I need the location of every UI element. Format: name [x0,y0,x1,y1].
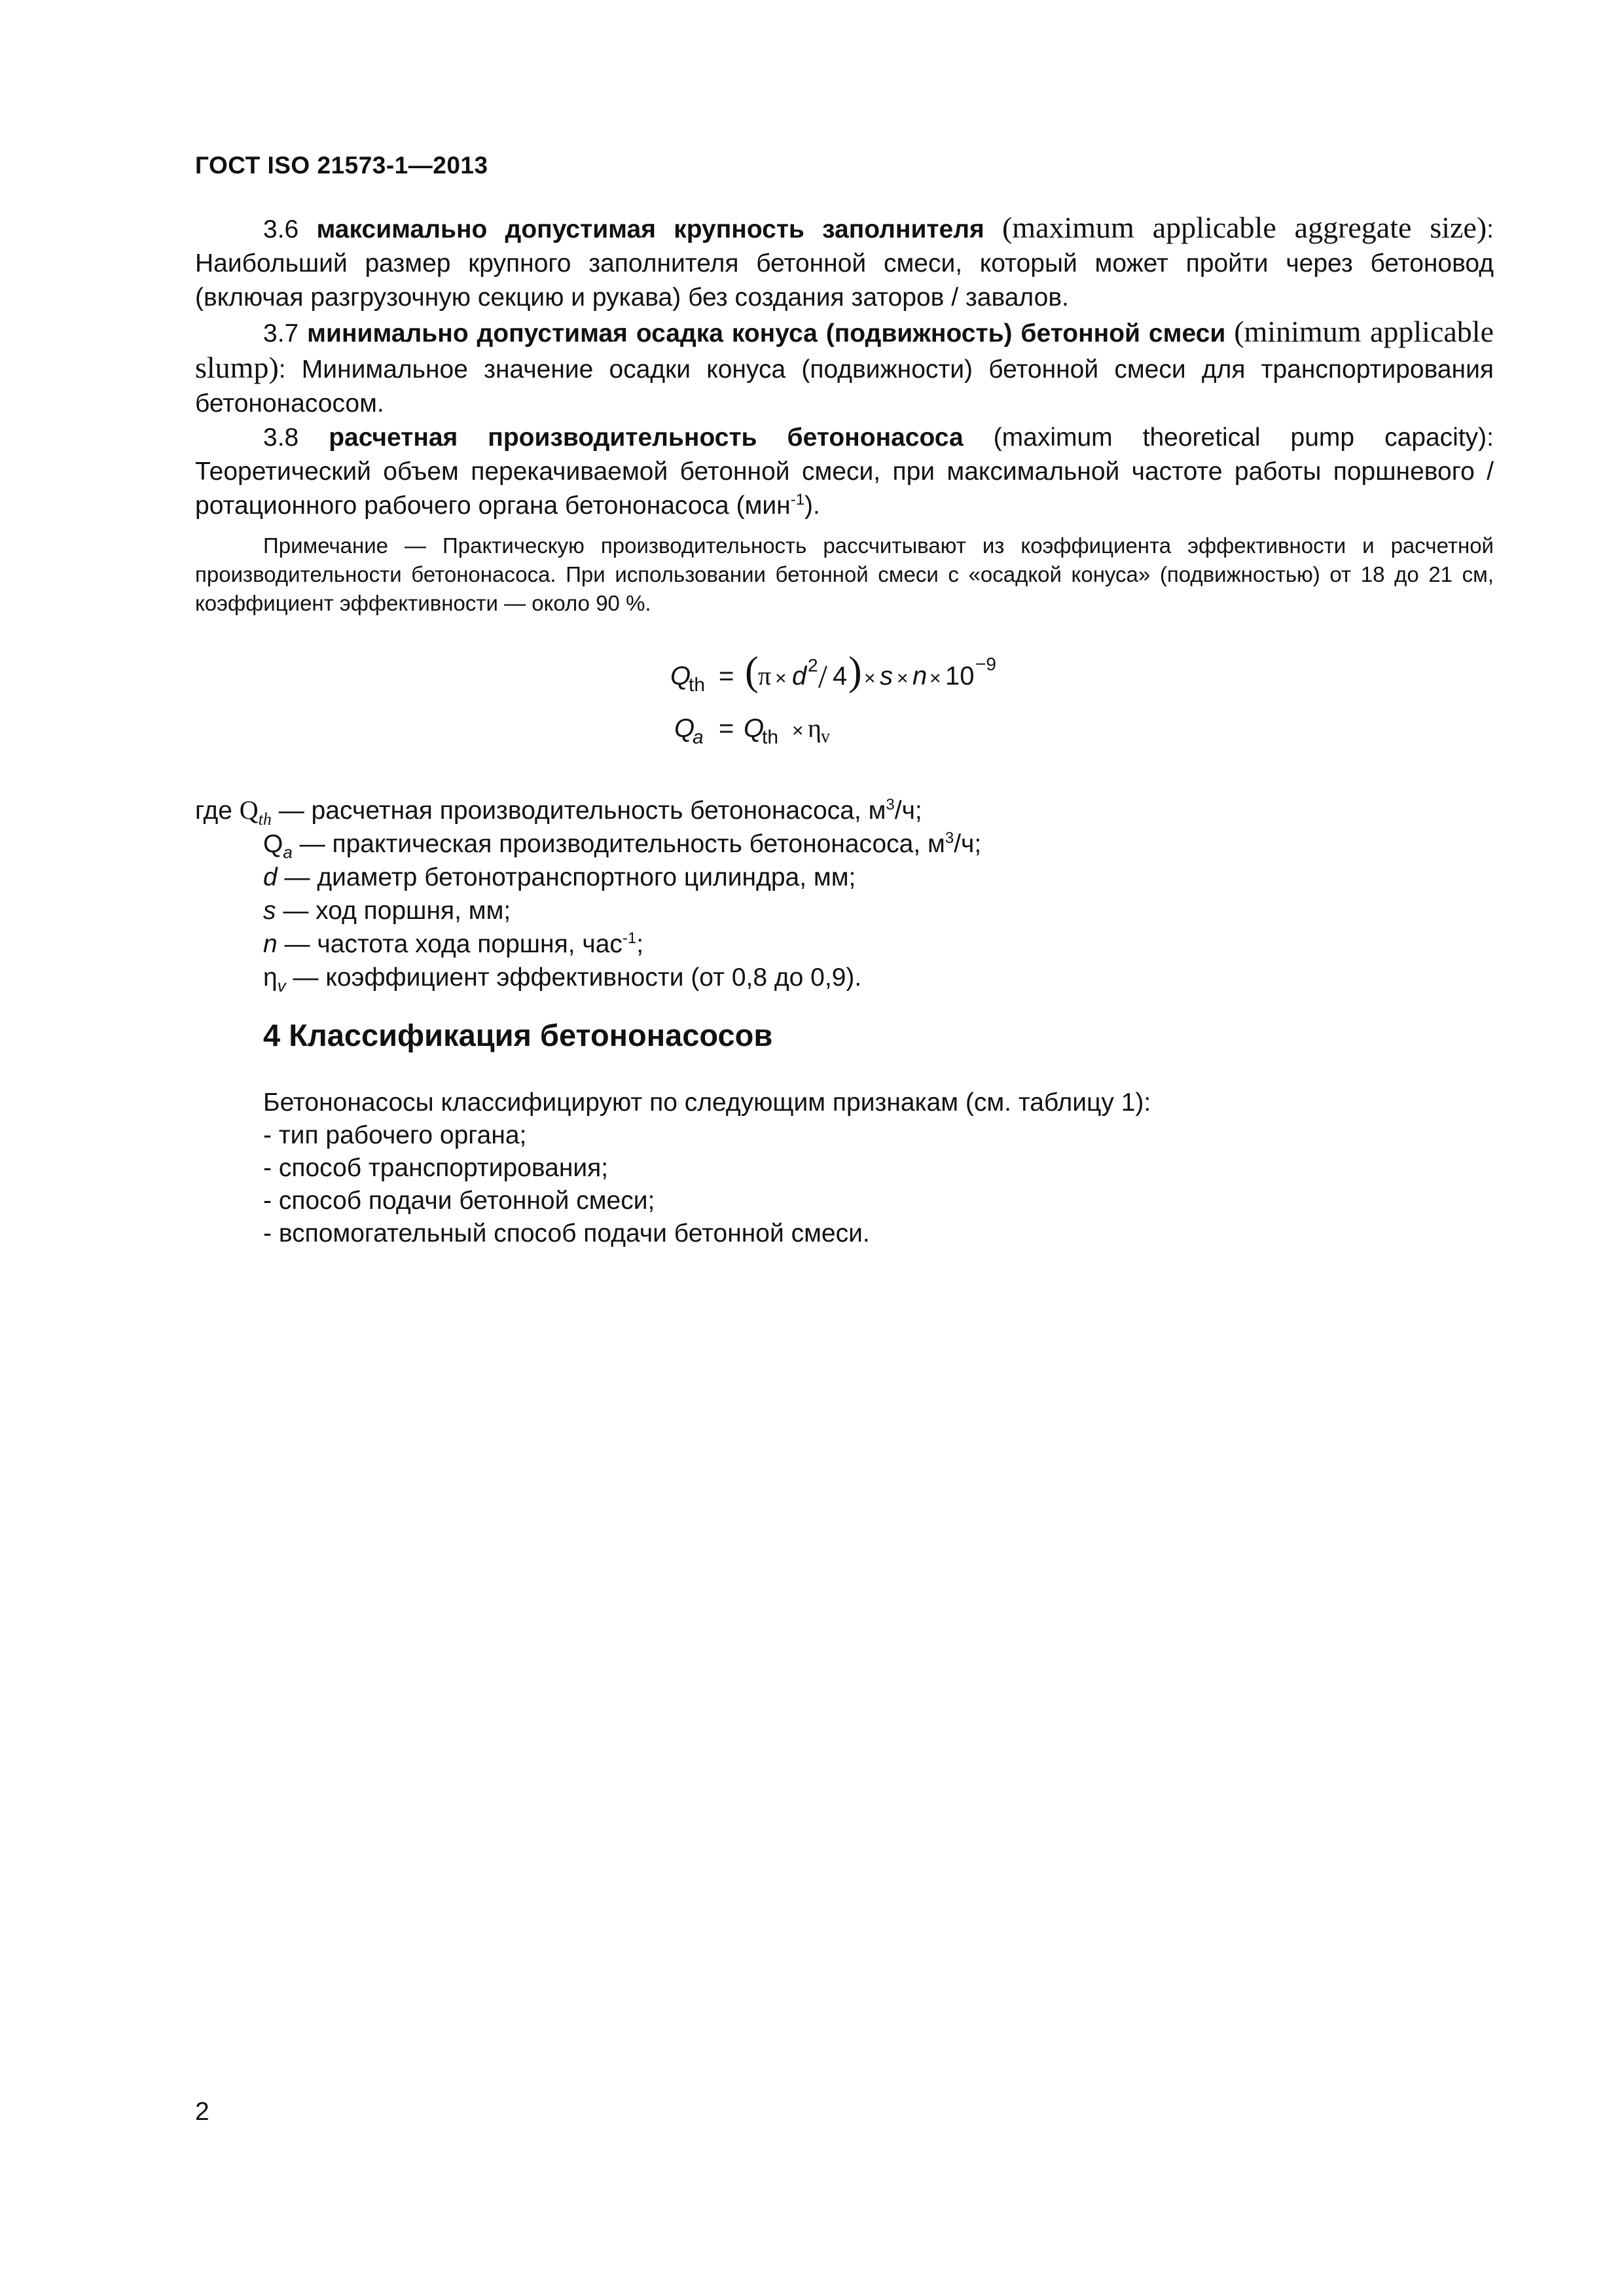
formula-exp: −9 [975,654,996,674]
formula-n: n [912,662,928,691]
legend-symbol: Q [239,795,259,825]
list-item: - способ подачи бетонной смеси; [263,1187,655,1215]
legend-row [195,927,1494,961]
page-number: 2 [195,2098,209,2126]
formula-eta: η [808,713,821,743]
legend-text-end: /ч; [954,830,982,858]
term-english: (minimum applicable slump) [195,315,1494,384]
legend-symbol: n [263,930,278,958]
term-title: расчетная производительность бетононасоса [329,423,964,452]
term-definition: : Наибольший размер крупного заполнителя бетонной смеси, который может пройти через бетоновод (включая разгрузочную секцию и рукава) без создания заторов / завалов. [195,215,1494,312]
formula-q: Q [744,714,765,743]
formula-times: × [929,668,941,689]
legend-text: — частота хода поршня, час [277,930,623,958]
legend-row [195,894,1494,927]
term-title: минимально допустимая осадка конуса (подвижность) бетонной смеси [307,319,1226,348]
legend-subscript: v [277,975,286,996]
formula-sub-v: v [821,726,830,747]
legend-row [195,961,1494,994]
legend-text: — расчетная производительность бетононасоса, м [271,797,886,825]
legend-row [195,793,1494,827]
term-3-7 [195,315,1494,421]
formula-four: 4 [833,662,848,691]
legend-symbol: η [263,963,278,992]
terms-section [195,211,1494,523]
superscript: -1 [790,491,805,509]
term-number: 3.6 [263,215,299,243]
legend-intro: где [195,797,232,825]
superscript: 3 [886,796,895,814]
formula-times: × [864,668,876,689]
formula-times: × [792,720,804,742]
term-title: максимально допустимая крупность заполнителя [316,215,984,243]
legend-text: — диаметр бетонотранспортного цилиндра, мм; [277,863,856,891]
legend-symbol: Q [263,830,283,858]
formula-pi: π [758,661,772,691]
formula-sub-th: th [762,726,779,748]
classification-list [263,1086,1494,1250]
legend-text-end: /ч; [894,797,922,825]
formula-q: Q [670,662,691,691]
term-definition: : Минимальное значение осадки конуса (подвижности) бетонной смеси для транспортирования бетононасосом. [195,355,1494,418]
legend-row [195,827,1494,861]
superscript: -1 [622,929,637,947]
legend-text: — коэффициент эффективности (от 0,8 до 0,9). [285,963,862,992]
list-item: - тип рабочего органа; [263,1121,527,1149]
legend-subscript: th [258,809,272,829]
section-heading: 4 Классификация бетононасосов [263,1018,773,1052]
formula-sub-th: th [689,674,706,696]
legend-symbol: s [263,897,276,925]
formula-sub-a: a [693,726,704,748]
formula-slash: / [818,658,827,694]
term-3-8 [195,421,1494,523]
legend-subscript: a [283,842,293,862]
term-english: (maximum theoretical pump capacity) [993,423,1487,452]
classification-intro: Бетононасосы классифицируют по следующим признакам (см. таблицу 1): [263,1088,1151,1117]
legend-symbol: d [263,863,278,891]
legend-text: — ход поршня, мм; [276,897,511,925]
formula [668,648,1060,759]
term-definition-end: ). [804,492,820,520]
formula-q: Q [674,714,695,743]
formula-ten: 10 [945,662,975,691]
note: Примечание — Практическую производительность рассчитывают из коэффициента эффективности и расчетной производительности бетононасоса. При использовании бетонной смеси с «осадкой конуса» (подвижностью) от 18 до 21 см, коэффициент эффективности — около 90 %. [195,533,1494,615]
list-item: - вспомогательный способ подачи бетонной смеси. [263,1219,870,1247]
formula-paren-close: ) [848,649,862,694]
legend-text-end: ; [636,930,644,958]
formula-s: s [880,662,893,691]
legend-row [195,861,1494,894]
formula-d: d [792,662,807,691]
formula-eq: = [719,662,734,691]
legend [195,793,1494,994]
formula-sq: 2 [808,655,818,675]
legend-text: — практическая производительность бетононасоса, м [292,830,945,858]
list-item: - способ транспортирования; [263,1154,609,1182]
formula-eq: = [719,714,734,743]
term-english: (maximum applicable aggregate size) [1001,211,1487,244]
document-header: ГОСТ ISO 21573-1—2013 [195,152,488,179]
formula-times: × [775,668,787,689]
term-definition: : Теоретический объем перекачиваемой бетонной смеси, при максимальной частоте работы поршневого / ротационного рабочего органа бетононасоса (мин [195,423,1494,520]
superscript: 3 [945,829,954,847]
term-3-6 [195,211,1494,315]
term-number: 3.8 [263,423,299,452]
term-number: 3.7 [263,319,299,348]
formula-paren-open: ( [745,649,759,694]
formula-times: × [897,668,909,689]
